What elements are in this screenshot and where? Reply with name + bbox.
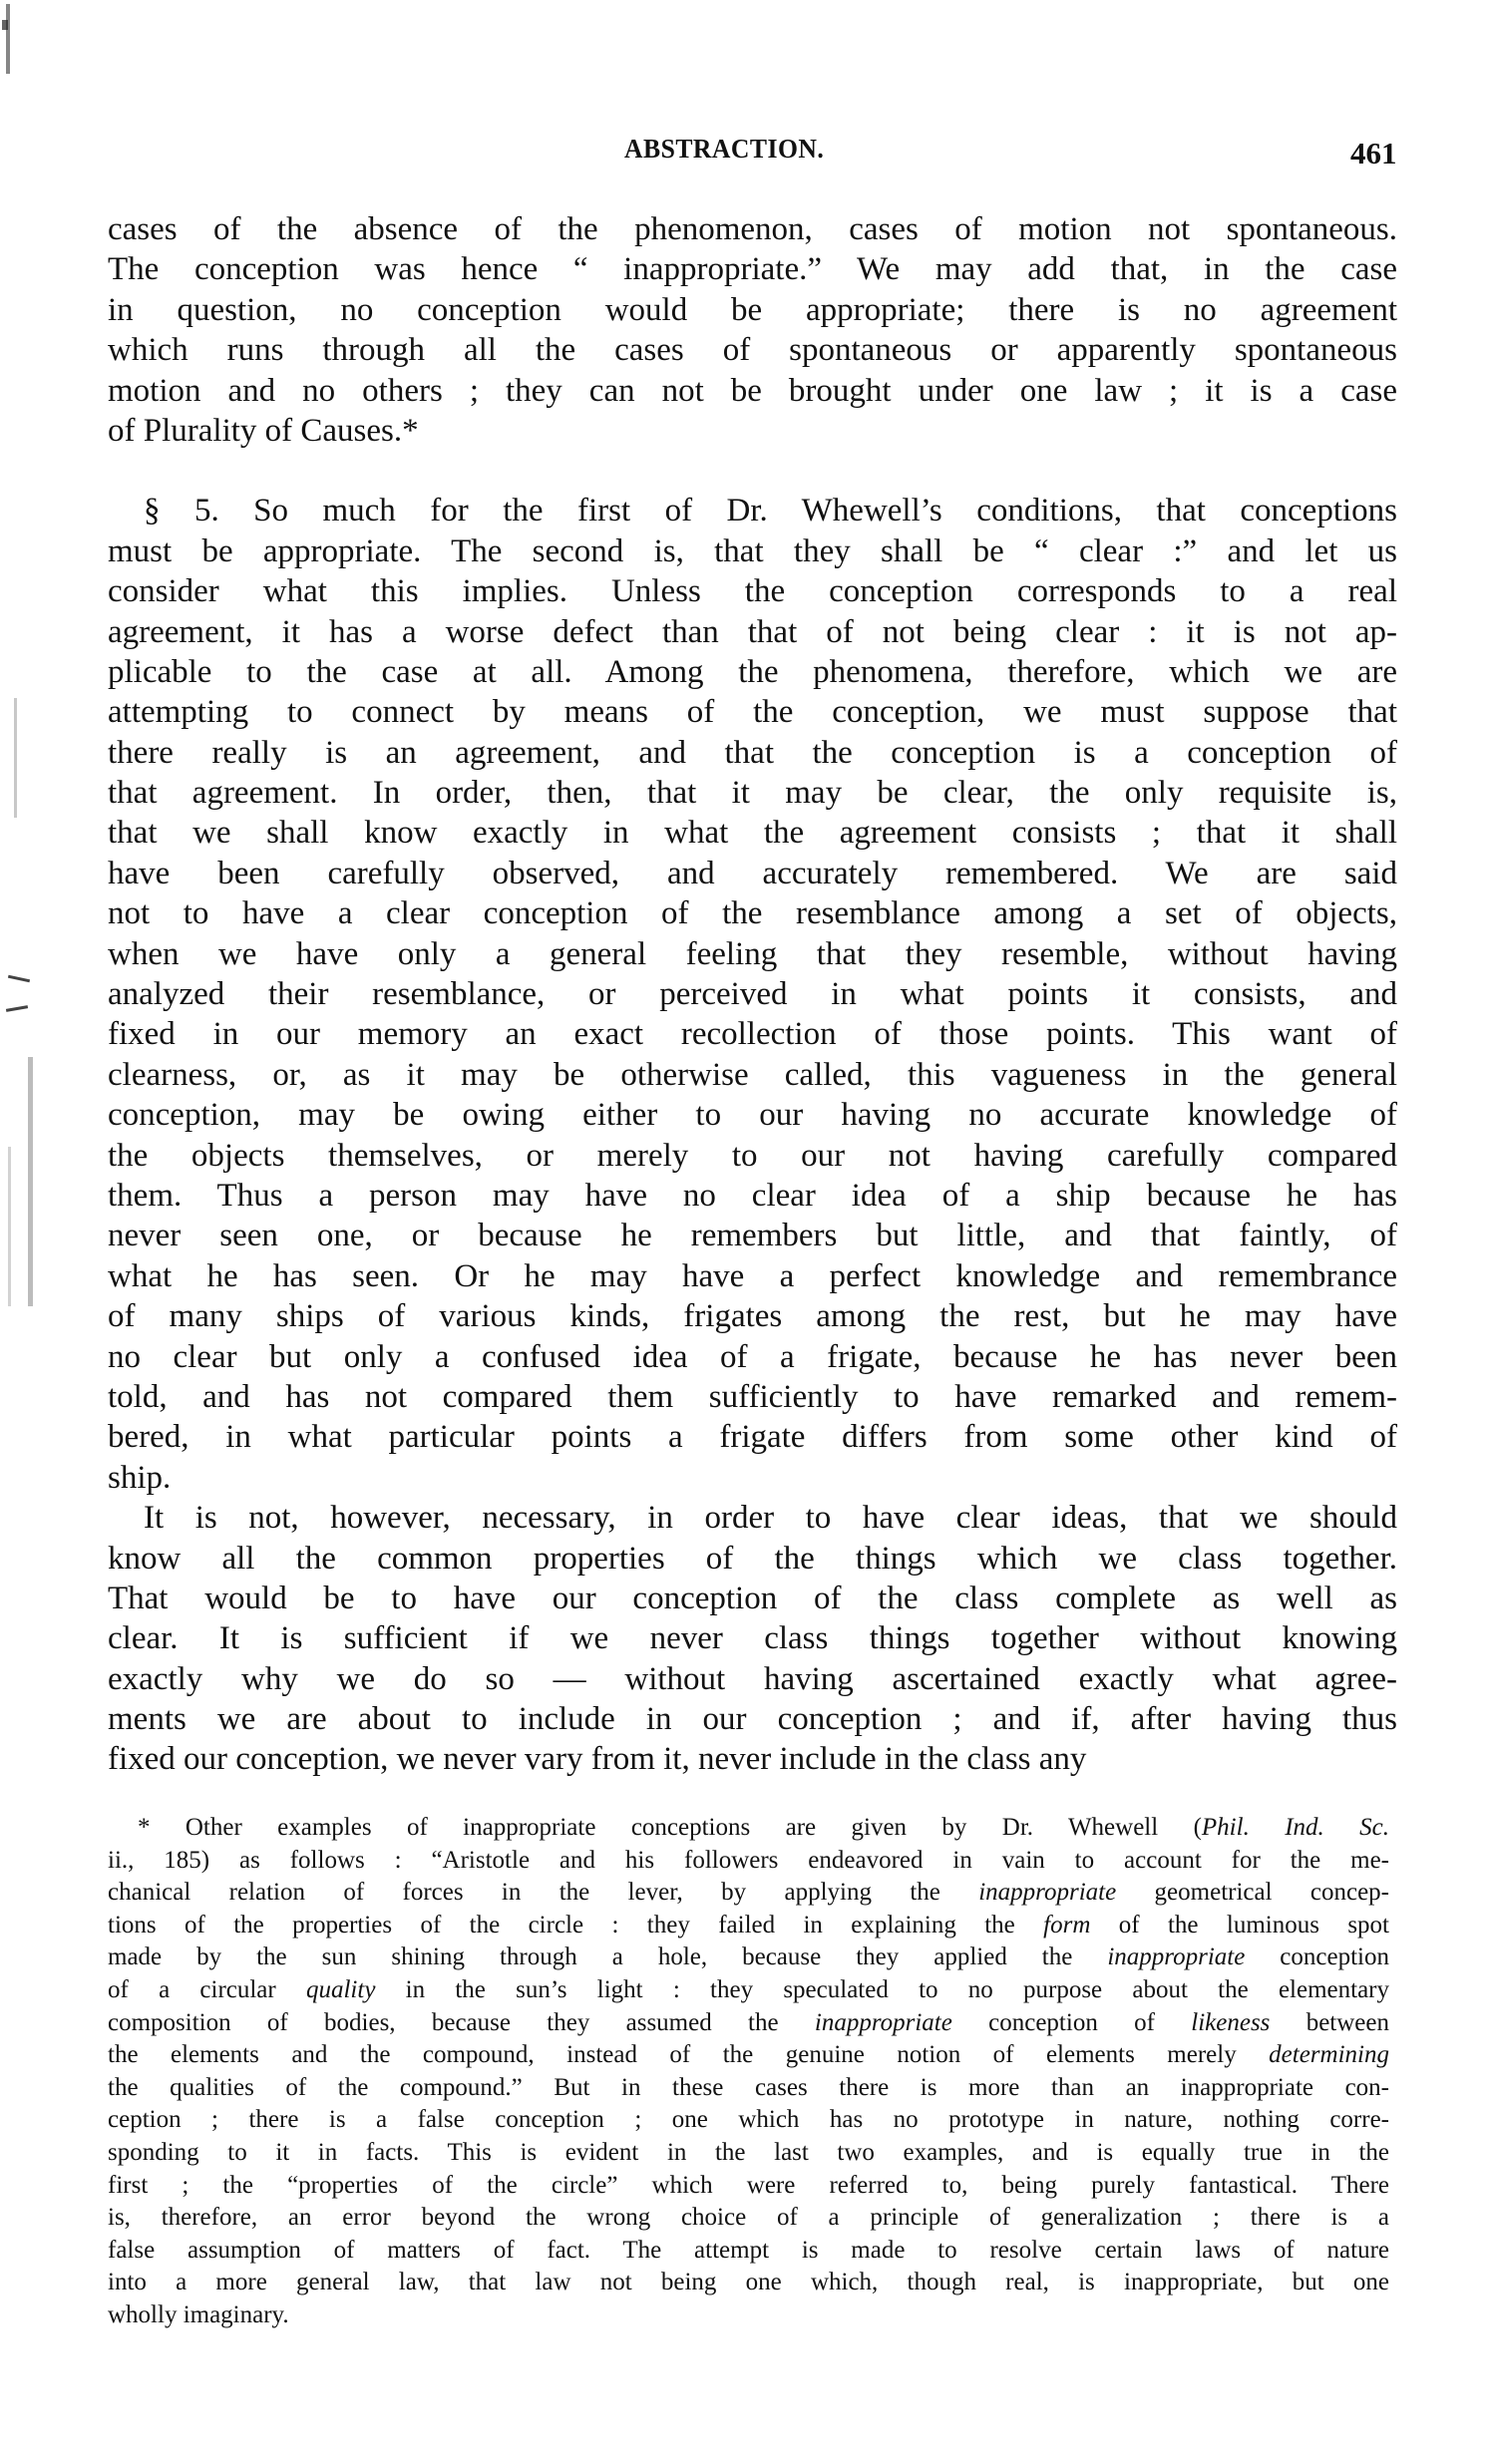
footnote-line [108, 1845, 1389, 1878]
text-line: The conception was hence “ inappropriate.” We may add that, in the case [108, 251, 1397, 288]
text-line: in question, no conception would be appropriate; there is no agreement [108, 291, 1397, 328]
footnote-line [108, 2299, 1389, 2332]
italic-text: inappropriate [814, 2008, 952, 2036]
text-line: clear. It is sufficient if we never class things together without knowing [108, 1620, 1397, 1657]
text-line: that agreement. In order, then, that it may be clear, the only requisite is, [108, 775, 1397, 812]
text-line: of Plurality of Causes.* [108, 412, 419, 449]
text-line: them. Thus a person may have no clear idea of a ship because he has [108, 1177, 1397, 1214]
text-segment: first ; the “properties of the circle” which were referred to, being purely fantastical. There [108, 2171, 1389, 2199]
footnote-line [108, 1910, 1389, 1942]
text-line: agreement, it has a worse defect than that of not being clear : it is not ap- [108, 613, 1397, 650]
footnote-line [108, 2235, 1389, 2268]
text-line: attempting to connect by means of the conception, we must suppose that [108, 694, 1397, 731]
text-line: clearness, or, as it may be otherwise called, this vagueness in the general [108, 1056, 1397, 1093]
text-segment: wholly imaginary. [108, 2300, 289, 2328]
text-line: told, and has not compared them sufficiently to have remarked and remem- [108, 1378, 1397, 1415]
text-line: there really is an agreement, and that the conception is a conception of [108, 734, 1397, 771]
footnote-line [108, 2007, 1389, 2040]
text-line: never seen one, or because he remembers but little, and that faintly, of [108, 1218, 1397, 1254]
text-line: of many ships of various kinds, frigates among the rest, but he may have [108, 1298, 1397, 1335]
text-segment: of a circular [108, 1975, 306, 2003]
text-segment: the elements and the compound, instead of the genuine notion of elements merely [108, 2041, 1270, 2069]
text-segment: conception [1245, 1943, 1389, 1971]
text-segment: composition of bodies, because they assumed the [108, 2008, 815, 2036]
body-text [108, 209, 1397, 1780]
footnote-line [108, 2137, 1389, 2170]
paragraph-gap [108, 451, 1397, 491]
text-segment: in the sun’s light : they speculated to no purpose about the elementary [375, 1975, 1389, 2003]
text-segment: * Other examples of inappropriate conceptions are given by Dr. Whewell ( [138, 1814, 1202, 1841]
text-line: cases of the absence of the phenomenon, cases of motion not spontaneous. [108, 211, 1397, 247]
italic-text: likeness [1191, 2008, 1271, 2036]
footnote-line [108, 1941, 1389, 1974]
paragraph [108, 209, 1397, 451]
text-line: ments we are about to include in our conception ; and if, after having thus [108, 1701, 1397, 1738]
text-line: motion and no others ; they can not be brought under one law ; it is a case [108, 372, 1397, 409]
text-line: That would be to have our conception of the class complete as well as [108, 1580, 1397, 1616]
footnote-line [108, 2202, 1389, 2235]
text-line: plicable to the case at all. Among the phenomena, therefore, which we are [108, 653, 1397, 690]
text-line: that we shall know exactly in what the agreement consists ; that it shall [108, 815, 1397, 852]
text-line: analyzed their resemblance, or perceived in what points it consists, and [108, 976, 1397, 1013]
text-line: what he has seen. Or he may have a perfect knowledge and remembrance [108, 1257, 1397, 1294]
text-line: § 5. So much for the first of Dr. Whewell’s conditions, that conceptions [144, 493, 1397, 529]
text-line: It is not, however, necessary, in order to have clear ideas, that we should [144, 1500, 1397, 1537]
footnote-line [108, 1877, 1389, 1910]
text-segment: conception of [951, 2008, 1192, 2036]
page-number: 461 [1350, 136, 1397, 171]
text-segment: into a more general law, that law not being one which, though real, is inappropriate, but one [108, 2269, 1389, 2296]
italic-text: Phil. Ind. Sc. [1201, 1814, 1389, 1841]
text-line: the objects themselves, or merely to our not having carefully compared [108, 1137, 1397, 1174]
text-line: must be appropriate. The second is, that they shall be “ clear :” and let us [108, 532, 1397, 569]
text-line: bered, in what particular points a frigate differs from some other kind of [108, 1419, 1397, 1456]
text-segment: made by the sun shining through a hole, because they applied the [108, 1943, 1108, 1971]
text-segment: geometrical concep- [1116, 1879, 1390, 1907]
italic-text: determining [1269, 2041, 1389, 2069]
text-line: exactly why we do so — without having ascertained exactly what agree- [108, 1660, 1397, 1697]
italic-text: inappropriate [1107, 1943, 1246, 1971]
footnote-line [108, 2072, 1389, 2105]
text-segment: tions of the properties of the circle : they failed in explaining the [108, 1911, 1044, 1938]
footnote-line [108, 2170, 1389, 2203]
text-segment: ii., 185) as follows : “Aristotle and his followers endeavored in vain to account for the me- [108, 1846, 1389, 1874]
text-line: fixed our conception, we never vary from it, never include in the class any [108, 1741, 1087, 1778]
text-line: have been carefully observed, and accurately remembered. We are said [108, 855, 1397, 891]
running-title: ABSTRACTION. [624, 134, 825, 164]
text-line: when we have only a general feeling that they resemble, without having [108, 935, 1397, 972]
italic-text: quality [305, 1975, 376, 2003]
scan-margin-artifacts [0, 0, 60, 2464]
running-head [0, 134, 1490, 177]
text-line: consider what this implies. Unless the conception corresponds to a real [108, 573, 1397, 610]
text-segment: false assumption of matters of fact. The attempt is made to resolve certain laws of nature [108, 2236, 1389, 2264]
footnote-line [108, 1812, 1389, 1845]
footnote [108, 1812, 1389, 2332]
text-line: know all the common properties of the things which we class together. [108, 1540, 1397, 1577]
text-segment: is, therefore, an error beyond the wrong choice of a principle of generalization ; there is a [108, 2204, 1389, 2232]
footnote-line [108, 1974, 1389, 2007]
footnote-line [108, 2039, 1389, 2072]
text-segment: the qualities of the compound.” But in these cases there is more than an inappropriate con- [108, 2073, 1389, 2101]
text-segment: sponding to it in facts. This is evident in the last two examples, and is equally true in the [108, 2138, 1389, 2166]
text-line: not to have a clear conception of the resemblance among a set of objects, [108, 895, 1397, 932]
text-line: ship. [108, 1459, 172, 1496]
text-line: fixed in our memory an exact recollection of those points. This want of [108, 1016, 1397, 1053]
text-line: which runs through all the cases of spontaneous or apparently spontaneous [108, 332, 1397, 369]
text-segment: of the luminous spot [1090, 1911, 1389, 1938]
italic-text: inappropriate [978, 1879, 1117, 1907]
text-segment: chanical relation of forces in the lever, by applying the [108, 1879, 979, 1907]
text-line: conception, may be owing either to our having no accurate knowledge of [108, 1097, 1397, 1134]
text-segment: between [1270, 2008, 1389, 2036]
italic-text: form [1043, 1911, 1091, 1938]
footnote-line [108, 2267, 1389, 2299]
paragraph [108, 1498, 1397, 1780]
paragraph [108, 491, 1397, 1498]
footnote-line [108, 2104, 1389, 2137]
text-segment: ception ; there is a false conception ; one which has no prototype in nature, nothing corre- [108, 2106, 1389, 2134]
text-line: no clear but only a confused idea of a frigate, because he has never been [108, 1338, 1397, 1375]
